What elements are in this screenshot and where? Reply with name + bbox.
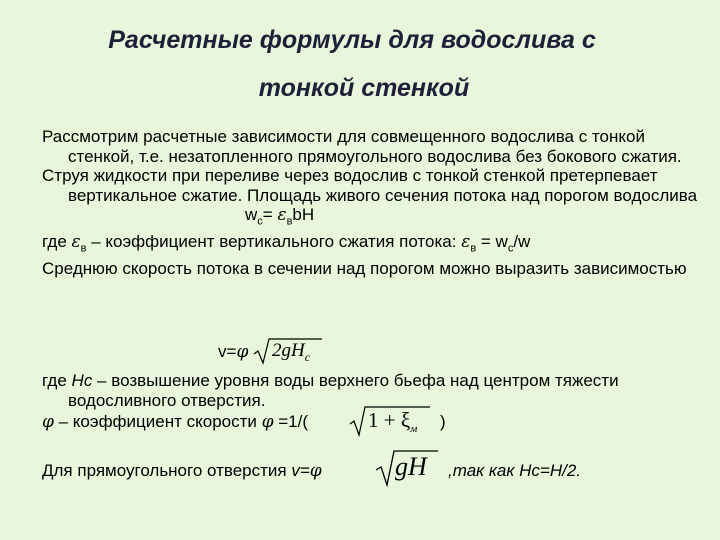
formula-velocity bbox=[218, 342, 248, 362]
formula-area bbox=[42, 205, 712, 232]
phi-description: – коэффициент скорости bbox=[53, 412, 262, 431]
sqrt-xi-content bbox=[368, 408, 417, 435]
eps-sub: в bbox=[80, 242, 87, 255]
eps-eq: = w bbox=[476, 232, 508, 252]
body-text bbox=[42, 127, 712, 279]
eps-symbol-2: ε bbox=[461, 232, 471, 253]
sqrt-xi-text: 1 + ξ bbox=[368, 408, 411, 432]
text-where-2: где bbox=[42, 371, 72, 390]
rect-line bbox=[42, 461, 322, 481]
phi-line bbox=[42, 412, 308, 432]
paragraph-velocity: Среднюю скорость потока в сечении над порогом можно выразить зависимостью bbox=[42, 259, 687, 279]
formula-w-sub: c bbox=[257, 215, 263, 228]
eps-sub-2: в bbox=[470, 242, 477, 255]
eps-description: – коэффициент вертикального сжатия потока: bbox=[86, 232, 462, 252]
formula-w: w bbox=[245, 205, 258, 225]
rect-tail: ,так как Hc=H/2. bbox=[448, 461, 582, 480]
title-line-1: Расчетные формулы для водослива с bbox=[108, 26, 596, 54]
formula-eps: ε bbox=[277, 205, 287, 226]
eps-symbol: ε bbox=[71, 232, 81, 253]
phi-close: ) bbox=[440, 412, 446, 431]
text-where: где bbox=[42, 232, 72, 252]
hc-description: – возвышение уровня воды верхнего бьефа над центром тяжести водосливного отверстия. bbox=[68, 371, 619, 410]
sqrt-2gH-sub: c bbox=[304, 349, 311, 364]
sqrt-xi-sub: м bbox=[410, 423, 418, 436]
phi-symbol-2: φ bbox=[261, 412, 274, 432]
paragraph-intro: Рассмотрим расчетные зависимости для совмещенного водослива с тонкой стенкой, т.е. незатопленного прямоугольного водослива без бокового сжатия. bbox=[42, 127, 682, 166]
velocity-phi: φ bbox=[236, 342, 249, 362]
sqrt-2gHc-content bbox=[272, 340, 310, 365]
formula-eq: = bbox=[262, 205, 273, 225]
phi-symbol: φ bbox=[42, 412, 54, 432]
rect-v: v= bbox=[291, 461, 310, 480]
rect-phi: φ bbox=[309, 461, 322, 481]
title-line-2: тонкой стенкой bbox=[258, 74, 470, 102]
phi-eq: =1/( bbox=[273, 412, 309, 431]
paragraph-eps-def bbox=[42, 232, 712, 259]
paragraph-jet: Струя жидкости при переливе через водослив с тонкой стенкой претерпевает вертикальное сжатие. Площадь живого сечения потока над порогом водослива bbox=[42, 166, 698, 205]
wc-sub: c bbox=[507, 242, 514, 255]
velocity-v: v= bbox=[218, 342, 237, 361]
sqrt-gH-content: gH bbox=[395, 452, 427, 481]
formula-bh: bH bbox=[292, 205, 315, 225]
rect-description: Для прямоугольного отверстия bbox=[42, 461, 292, 480]
eps-end: /w bbox=[513, 232, 531, 252]
formula-eps-sub: в bbox=[286, 215, 293, 228]
hc-symbol: Hc bbox=[71, 371, 93, 390]
sqrt-2gH-text: 2gH bbox=[272, 340, 305, 361]
